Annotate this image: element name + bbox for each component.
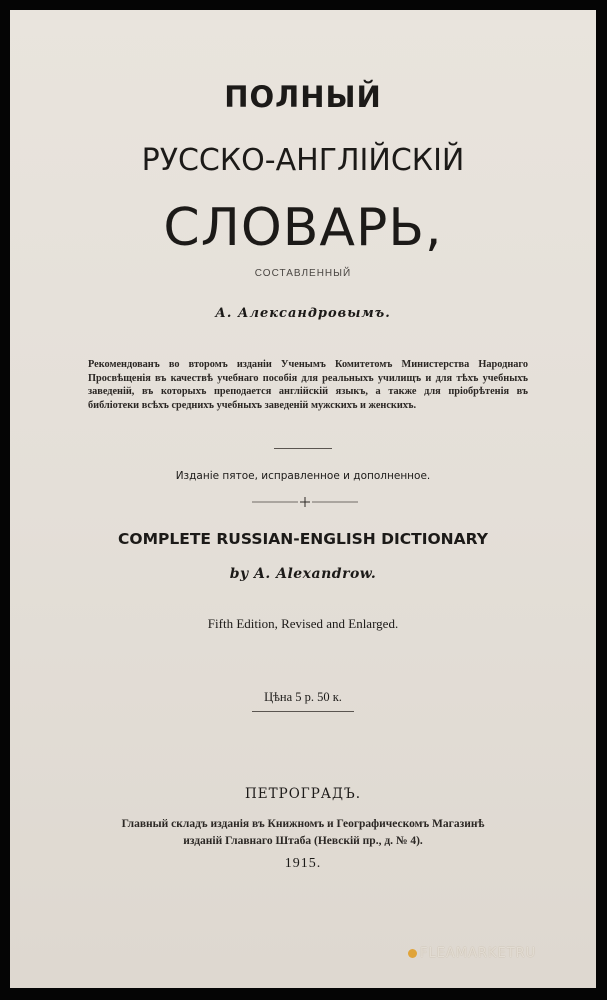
publisher-line-2: изданій Главнаго Штаба (Невскій пр., д. № 4). <box>183 835 423 847</box>
recommendation-text: Рекомендованъ во второмъ изданіи Ученымъ Комитетомъ Министерства Народнаго Просвѣщенія въ качествѣ учебнаго пособія для реальныхъ училищъ и для тѣхъ учебныхъ заведеній, въ которыхъ преподается англійскій языкъ, а также для пріобрѣтенія въ библіотеки всѣхъ среднихъ учебныхъ заведеній мужскихъ и женскихъ. <box>88 359 528 411</box>
coin-icon <box>408 949 417 958</box>
title-line-1: ПОЛНЫЙ <box>224 80 382 114</box>
ornament-divider <box>250 496 360 508</box>
author-english: by A. Alexandrow. <box>229 566 377 582</box>
price: Цѣна 5 р. 50 к. <box>264 690 342 704</box>
author-russian: А. Александровымъ. <box>215 306 391 321</box>
watermark <box>408 946 536 961</box>
title-english: COMPLETE RUSSIAN-ENGLISH DICTIONARY <box>118 530 488 548</box>
publisher-line-1: Главный складъ изданія въ Книжномъ и Географическомъ Магазинѣ <box>121 818 485 830</box>
title-line-2: РУССКО-АНГЛІЙСКІЙ <box>141 143 465 178</box>
title-page <box>10 10 596 988</box>
watermark-text: FLEAMARKETRU <box>420 946 537 961</box>
city: ПЕТРОГРАДЪ. <box>244 786 362 802</box>
compiled-by: СОСТАВЛЕННЫЙ <box>254 268 352 279</box>
divider-rule <box>274 448 332 449</box>
publisher-info <box>10 816 596 850</box>
year: 1915. <box>284 856 322 871</box>
price-underline <box>252 711 354 712</box>
edition-russian: Изданіе пятое, исправленное и дополненное. <box>175 470 431 482</box>
title-line-3: СЛОВАРЬ, <box>163 198 443 258</box>
edition-english: Fifth Edition, Revised and Enlarged. <box>207 616 399 631</box>
